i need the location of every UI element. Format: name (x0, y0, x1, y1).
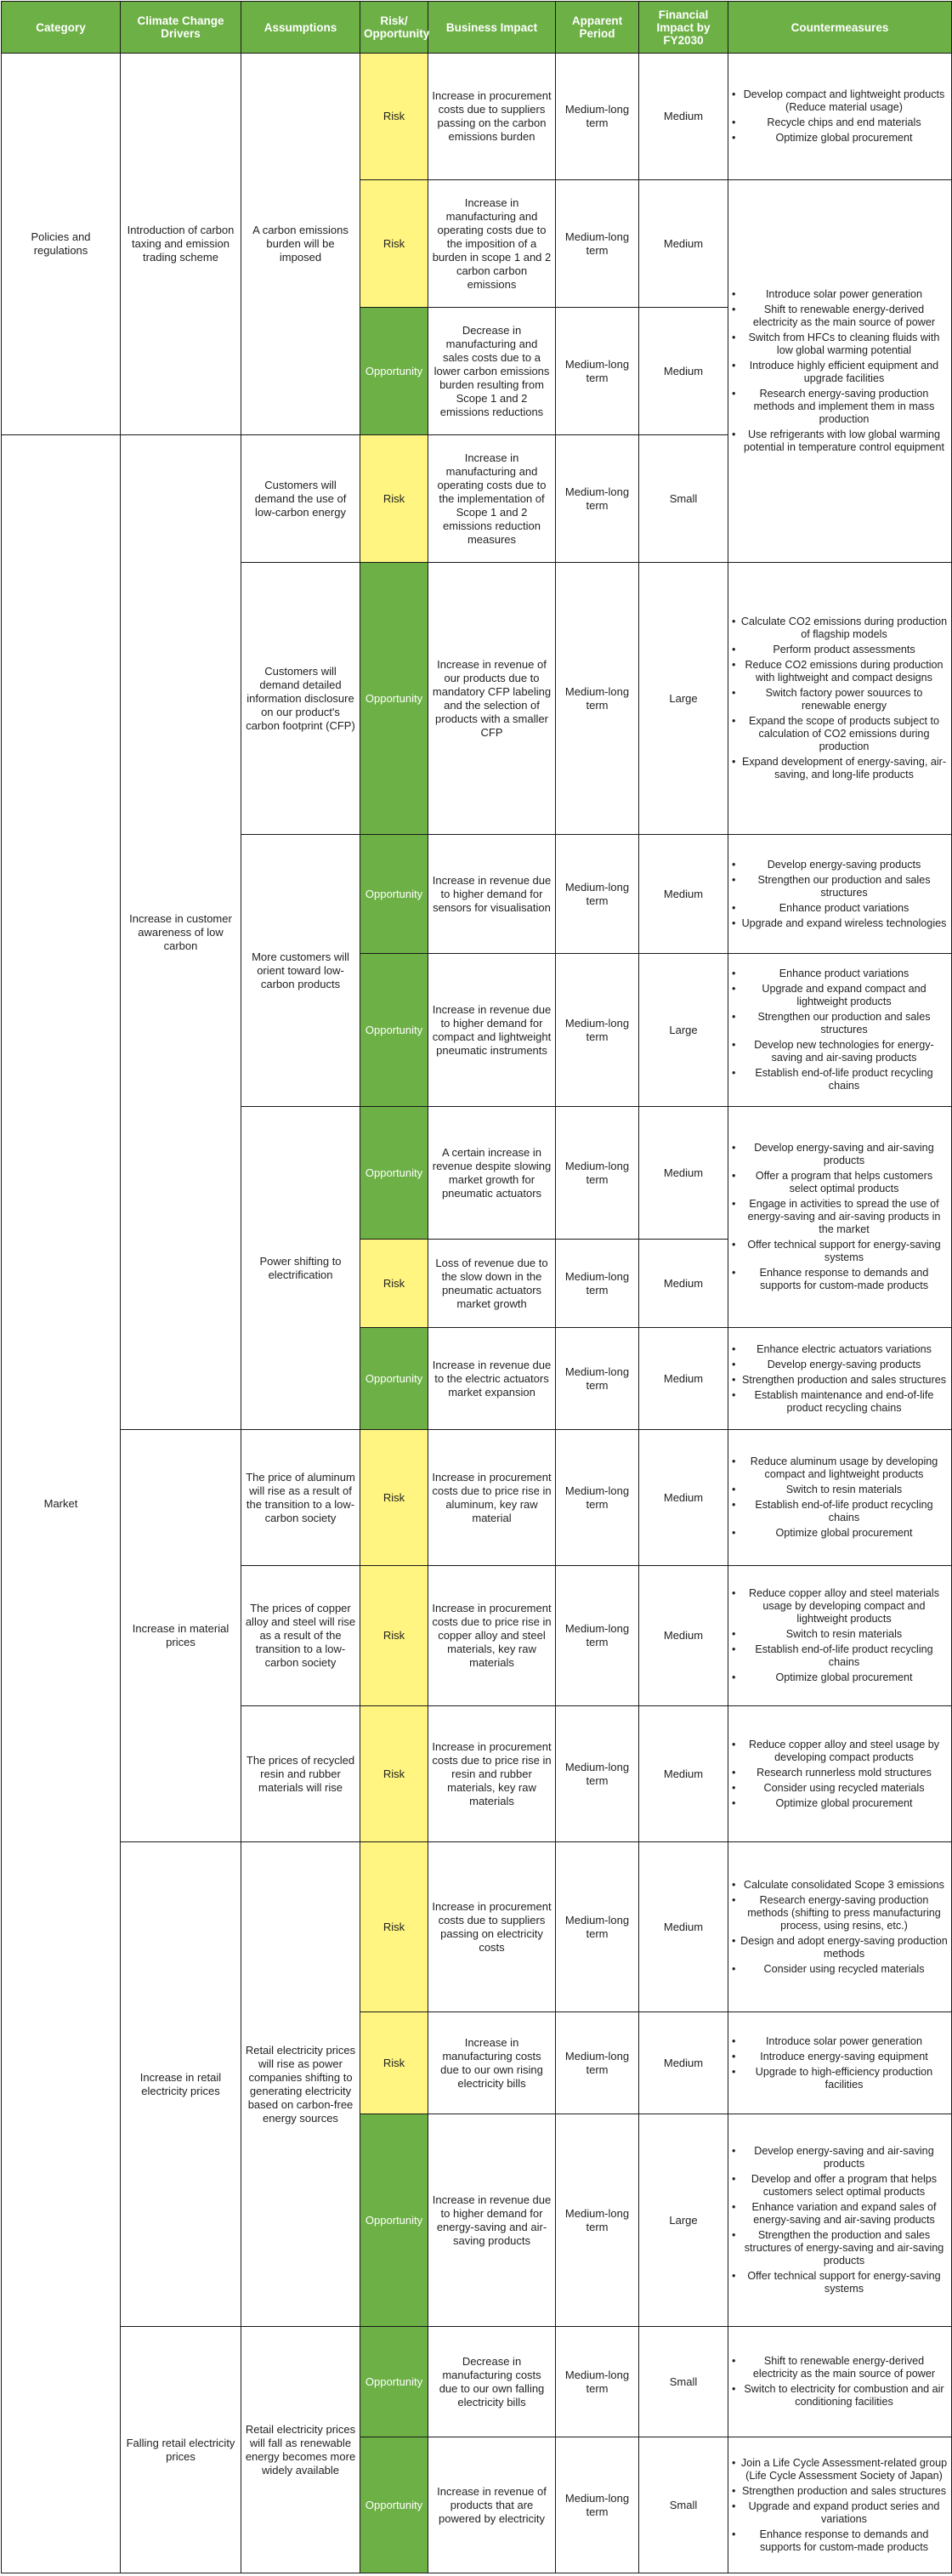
countermeasure-item: • Establish end-of-life product recycling chains (732, 1067, 948, 1092)
countermeasure-item: • Develop energy-saving and air-saving products (732, 1142, 948, 1167)
countermeasures-cell (728, 1328, 952, 1430)
table-row (2, 1430, 952, 1566)
period-cell: Medium-long term (556, 1240, 639, 1328)
countermeasure-item: • Introduce energy-saving equipment (732, 2051, 948, 2063)
period-cell: Medium-long term (556, 180, 639, 308)
countermeasure-item: • Reduce CO2 emissions during production with lightweight and compact designs (732, 659, 948, 684)
countermeasure-item: • Upgrade and expand product series and variations (732, 2500, 948, 2526)
countermeasure-item: • Strengthen our production and sales structures (732, 874, 948, 899)
countermeasures-list (732, 2035, 948, 2091)
countermeasures-list (732, 1142, 948, 1292)
countermeasure-item: • Upgrade and expand compact and lightweight products (732, 983, 948, 1008)
countermeasures-list (732, 967, 948, 1092)
countermeasure-item: • Join a Life Cycle Assessment-related group (Life Cycle Assessment Society of Japan) (732, 2457, 948, 2482)
business-impact-cell: Increase in procurement costs due to suppliers passing on the carbon emissions burden (428, 54, 556, 180)
countermeasure-item: • Shift to renewable energy-derived electricity as the main source of power (732, 304, 948, 329)
business-impact-cell: Increase in manufacturing costs due to our own rising electricity bills (428, 2012, 556, 2114)
countermeasures-cell (728, 1107, 952, 1328)
countermeasures-cell (728, 2114, 952, 2327)
period-cell: Medium-long term (556, 2327, 639, 2437)
header-assumptions: Assumptions (241, 2, 360, 54)
countermeasure-item: • Introduce solar power generation (732, 288, 948, 301)
financial-impact-cell: Medium (639, 1107, 728, 1240)
countermeasure-item: • Develop energy-saving and air-saving products (732, 2145, 948, 2170)
countermeasure-item: • Perform product assessments (732, 644, 948, 656)
countermeasure-item: • Strengthen production and sales structures (732, 2485, 948, 2498)
header-category: Category (2, 2, 121, 54)
countermeasures-cell (728, 2437, 952, 2573)
category-cell: Policies and regulations (2, 54, 121, 435)
opportunity-badge: Opportunity (360, 1107, 428, 1240)
financial-impact-cell: Medium (639, 54, 728, 180)
countermeasure-item: • Enhance response to demands and supports for custom-made products (732, 1267, 948, 1292)
climate-risk-opportunity-table (1, 1, 952, 2573)
countermeasures-cell (728, 1706, 952, 1842)
business-impact-cell: Increase in revenue due to higher demand for compact and lightweight pneumatic instruments (428, 954, 556, 1107)
countermeasure-item: • Develop and offer a program that helps customers select optimal products (732, 2173, 948, 2199)
countermeasure-item: • Offer technical support for energy-saving systems (732, 1239, 948, 1264)
countermeasure-item: • Use refrigerants with low global warming potential in temperature control equipment (732, 428, 948, 454)
period-cell: Medium-long term (556, 308, 639, 435)
opportunity-badge: Opportunity (360, 2114, 428, 2327)
business-impact-cell: Increase in revenue of products that are powered by electricity (428, 2437, 556, 2573)
countermeasures-list (732, 1343, 948, 1415)
countermeasure-item: • Switch to electricity for combustion and air conditioning facilities (732, 2383, 948, 2409)
financial-impact-cell: Medium (639, 1842, 728, 2012)
business-impact-cell: Increase in procurement costs due to suppliers passing on electricity costs (428, 1842, 556, 2012)
countermeasure-item: • Research runnerless mold structures (732, 1767, 948, 1779)
countermeasure-item: • Reduce copper alloy and steel materials usage by developing compact and lightweight products (732, 1587, 948, 1626)
countermeasure-item: • Switch factory power souurces to renewable energy (732, 687, 948, 712)
business-impact-cell: Increase in procurement costs due to price rise in copper alloy and steel materials, key raw materials (428, 1566, 556, 1706)
countermeasure-item: • Offer a program that helps customers select optimal products (732, 1170, 948, 1195)
opportunity-badge: Opportunity (360, 308, 428, 435)
financial-impact-cell: Medium (639, 308, 728, 435)
risk-badge: Risk (360, 2012, 428, 2114)
period-cell: Medium-long term (556, 1328, 639, 1430)
countermeasure-item: • Calculate consolidated Scope 3 emissions (732, 1879, 948, 1892)
financial-impact-cell: Medium (639, 1430, 728, 1566)
business-impact-cell: Loss of revenue due to the slow down in the pneumatic actuators market growth (428, 1240, 556, 1328)
table-row (2, 2327, 952, 2437)
financial-impact-cell: Medium (639, 835, 728, 954)
header-financial-impact: Financial Impact by FY2030 (639, 2, 728, 54)
countermeasure-item: • Recycle chips and end materials (732, 116, 948, 129)
countermeasures-cell (728, 2012, 952, 2114)
header-period: Apparent Period (556, 2, 639, 54)
assumption-cell: The prices of recycled resin and rubber materials will rise (241, 1706, 360, 1842)
countermeasures-cell (728, 1842, 952, 2012)
driver-cell: Falling retail electricity prices (121, 2327, 241, 2573)
countermeasure-item: • Develop new technologies for energy-saving and air-saving products (732, 1039, 948, 1064)
countermeasure-item: • Enhance product variations (732, 967, 948, 980)
risk-badge: Risk (360, 180, 428, 308)
header-countermeasures: Countermeasures (728, 2, 952, 54)
countermeasure-item: • Establish end-of-life product recycling chains (732, 1643, 948, 1669)
countermeasure-item: • Reduce aluminum usage by developing compact and lightweight products (732, 1455, 948, 1481)
business-impact-cell: Increase in revenue due to the electric actuators market expansion (428, 1328, 556, 1430)
assumption-cell: Customers will demand detailed information disclosure on our product's carbon footprint (CFP) (241, 563, 360, 835)
financial-impact-cell: Medium (639, 2012, 728, 2114)
financial-impact-cell: Medium (639, 1328, 728, 1430)
financial-impact-cell: Medium (639, 1706, 728, 1842)
business-impact-cell: Increase in revenue of our products due to mandatory CFP labeling and the selection of products with a smaller CFP (428, 563, 556, 835)
financial-impact-cell: Small (639, 2437, 728, 2573)
countermeasure-item: • Optimize global procurement (732, 1797, 948, 1810)
countermeasure-item: • Enhance response to demands and supports for custom-made products (732, 2528, 948, 2554)
risk-badge: Risk (360, 1706, 428, 1842)
period-cell: Medium-long term (556, 1107, 639, 1240)
countermeasure-item: • Strengthen the production and sales structures of energy-saving and air-saving products (732, 2229, 948, 2267)
period-cell: Medium-long term (556, 435, 639, 563)
countermeasure-item: • Shift to renewable energy-derived electricity as the main source of power (732, 2355, 948, 2380)
business-impact-cell: Increase in procurement costs due to price rise in resin and rubber materials, key raw materials (428, 1706, 556, 1842)
assumption-cell: The prices of copper alloy and steel will rise as a result of the transition to a low-carbon society (241, 1566, 360, 1706)
countermeasure-item: • Engage in activities to spread the use of energy-saving and air-saving products in the market (732, 1198, 948, 1236)
countermeasures-cell (728, 2327, 952, 2437)
countermeasures-list (732, 88, 948, 145)
countermeasure-item: • Research energy-saving production methods (shifting to press manufacturing process, using resins, etc.) (732, 1894, 948, 1932)
countermeasure-item: • Upgrade to high-efficiency production facilities (732, 2066, 948, 2091)
business-impact-cell: A certain increase in revenue despite slowing market growth for pneumatic actuators (428, 1107, 556, 1240)
risk-badge: Risk (360, 435, 428, 563)
financial-impact-cell: Medium (639, 1240, 728, 1328)
countermeasure-item: • Introduce solar power generation (732, 2035, 948, 2048)
assumption-cell: Retail electricity prices will fall as renewable energy becomes more widely available (241, 2327, 360, 2573)
countermeasures-list (732, 2145, 948, 2295)
countermeasure-item: • Reduce copper alloy and steel usage by developing compact products (732, 1739, 948, 1764)
countermeasures-cell (728, 954, 952, 1107)
countermeasure-item: • Strengthen our production and sales structures (732, 1011, 948, 1036)
countermeasure-item: • Establish maintenance and end-of-life product recycling chains (732, 1389, 948, 1415)
opportunity-badge: Opportunity (360, 2437, 428, 2573)
countermeasure-item: • Switch to resin materials (732, 1484, 948, 1496)
header-risk-opportunity: Risk/ Opportunity (360, 2, 428, 54)
financial-impact-cell: Medium (639, 180, 728, 308)
assumption-cell: More customers will orient toward low-carbon products (241, 835, 360, 1107)
countermeasure-item: • Consider using recycled materials (732, 1782, 948, 1795)
risk-badge: Risk (360, 1240, 428, 1328)
risk-badge: Risk (360, 54, 428, 180)
opportunity-badge: Opportunity (360, 1328, 428, 1430)
countermeasures-list (732, 2355, 948, 2409)
period-cell: Medium-long term (556, 563, 639, 835)
driver-cell: Increase in customer awareness of low carbon (121, 435, 241, 1430)
countermeasures-list (732, 859, 948, 930)
countermeasure-item: • Calculate CO2 emissions during production of flagship models (732, 616, 948, 641)
business-impact-cell: Increase in revenue due to higher demand for energy-saving and air-saving products (428, 2114, 556, 2327)
period-cell: Medium-long term (556, 1566, 639, 1706)
countermeasure-item: • Offer technical support for energy-saving systems (732, 2270, 948, 2295)
countermeasures-list (732, 1739, 948, 1810)
countermeasure-item: • Upgrade and expand wireless technologies (732, 917, 948, 930)
countermeasure-item: • Consider using recycled materials (732, 1963, 948, 1976)
countermeasure-item: • Develop energy-saving products (732, 859, 948, 871)
driver-cell: Increase in retail electricity prices (121, 1842, 241, 2327)
countermeasure-item: • Enhance electric actuators variations (732, 1343, 948, 1356)
countermeasure-item: • Establish end-of-life product recycling chains (732, 1499, 948, 1524)
countermeasure-item: • Optimize global procurement (732, 1671, 948, 1684)
countermeasure-item: • Enhance variation and expand sales of energy-saving and air-saving products (732, 2201, 948, 2227)
countermeasures-list (732, 1587, 948, 1684)
financial-impact-cell: Large (639, 2114, 728, 2327)
countermeasure-item: • Develop compact and lightweight products (Reduce material usage) (732, 88, 948, 114)
assumption-cell: The price of aluminum will rise as a result of the transition to a low-carbon society (241, 1430, 360, 1566)
financial-impact-cell: Large (639, 954, 728, 1107)
business-impact-cell: Increase in manufacturing and operating costs due to the imposition of a burden in scope 1 and 2 carbon carbon emissions (428, 180, 556, 308)
driver-cell: Introduction of carbon taxing and emission trading scheme (121, 54, 241, 435)
countermeasure-item: • Switch from HFCs to cleaning fluids with low global warming potential (732, 332, 948, 357)
opportunity-badge: Opportunity (360, 563, 428, 835)
financial-impact-cell: Small (639, 2327, 728, 2437)
financial-impact-cell: Large (639, 563, 728, 835)
table-row (2, 54, 952, 180)
header-drivers: Climate Change Drivers (121, 2, 241, 54)
financial-impact-cell: Small (639, 435, 728, 563)
period-cell: Medium-long term (556, 54, 639, 180)
countermeasure-item: • Strengthen production and sales structures (732, 1374, 948, 1387)
opportunity-badge: Opportunity (360, 2327, 428, 2437)
risk-badge: Risk (360, 1430, 428, 1566)
countermeasures-cell (728, 1430, 952, 1566)
assumption-cell: Retail electricity prices will rise as power companies shifting to generating electricity based on carbon-free energy sources (241, 1842, 360, 2327)
business-impact-cell: Increase in revenue due to higher demand for sensors for visualisation (428, 835, 556, 954)
risk-badge: Risk (360, 1566, 428, 1706)
assumption-cell: Customers will demand the use of low-carbon energy (241, 435, 360, 563)
countermeasure-item: • Optimize global procurement (732, 1527, 948, 1540)
countermeasures-list (732, 1879, 948, 1976)
countermeasure-item: • Optimize global procurement (732, 132, 948, 145)
countermeasure-item: • Research energy-saving production methods and implement them in mass production (732, 388, 948, 426)
business-impact-cell: Decrease in manufacturing and sales costs due to a lower carbon emissions burden resulting from Scope 1 and 2 emissions reductions (428, 308, 556, 435)
countermeasure-item: • Design and adopt energy-saving production methods (732, 1935, 948, 1960)
countermeasure-item: • Introduce highly efficient equipment and upgrade facilities (732, 360, 948, 385)
countermeasures-list (732, 616, 948, 781)
countermeasure-item: • Develop energy-saving products (732, 1359, 948, 1371)
header-row (2, 2, 952, 54)
countermeasure-item: • Switch to resin materials (732, 1628, 948, 1641)
period-cell: Medium-long term (556, 835, 639, 954)
countermeasures-list (732, 1455, 948, 1540)
table-row (2, 1842, 952, 2012)
countermeasure-item: • Enhance product variations (732, 902, 948, 915)
countermeasures-cell (728, 54, 952, 180)
countermeasures-cell (728, 180, 952, 563)
countermeasure-item: • Expand the scope of products subject to calculation of CO2 emissions during production (732, 715, 948, 753)
countermeasures-list (732, 2457, 948, 2554)
countermeasures-list (732, 288, 948, 454)
header-business-impact: Business Impact (428, 2, 556, 54)
countermeasures-cell (728, 835, 952, 954)
driver-cell: Increase in material prices (121, 1430, 241, 1842)
countermeasures-cell (728, 563, 952, 835)
risk-badge: Risk (360, 1842, 428, 2012)
period-cell: Medium-long term (556, 1842, 639, 2012)
period-cell: Medium-long term (556, 1430, 639, 1566)
countermeasures-cell (728, 1566, 952, 1706)
period-cell: Medium-long term (556, 1706, 639, 1842)
business-impact-cell: Decrease in manufacturing costs due to our own falling electricity bills (428, 2327, 556, 2437)
period-cell: Medium-long term (556, 2114, 639, 2327)
assumption-cell: A carbon emissions burden will be imposed (241, 54, 360, 435)
period-cell: Medium-long term (556, 2012, 639, 2114)
business-impact-cell: Increase in procurement costs due to price rise in aluminum, key raw material (428, 1430, 556, 1566)
category-cell: Market (2, 435, 121, 2573)
opportunity-badge: Opportunity (360, 835, 428, 954)
financial-impact-cell: Medium (639, 1566, 728, 1706)
assumption-cell: Power shifting to electrification (241, 1107, 360, 1430)
period-cell: Medium-long term (556, 954, 639, 1107)
business-impact-cell: Increase in manufacturing and operating costs due to the implementation of Scope 1 and 2 emissions reduction measures (428, 435, 556, 563)
opportunity-badge: Opportunity (360, 954, 428, 1107)
countermeasure-item: • Expand development of energy-saving, air-saving, and long-life products (732, 756, 948, 781)
period-cell: Medium-long term (556, 2437, 639, 2573)
